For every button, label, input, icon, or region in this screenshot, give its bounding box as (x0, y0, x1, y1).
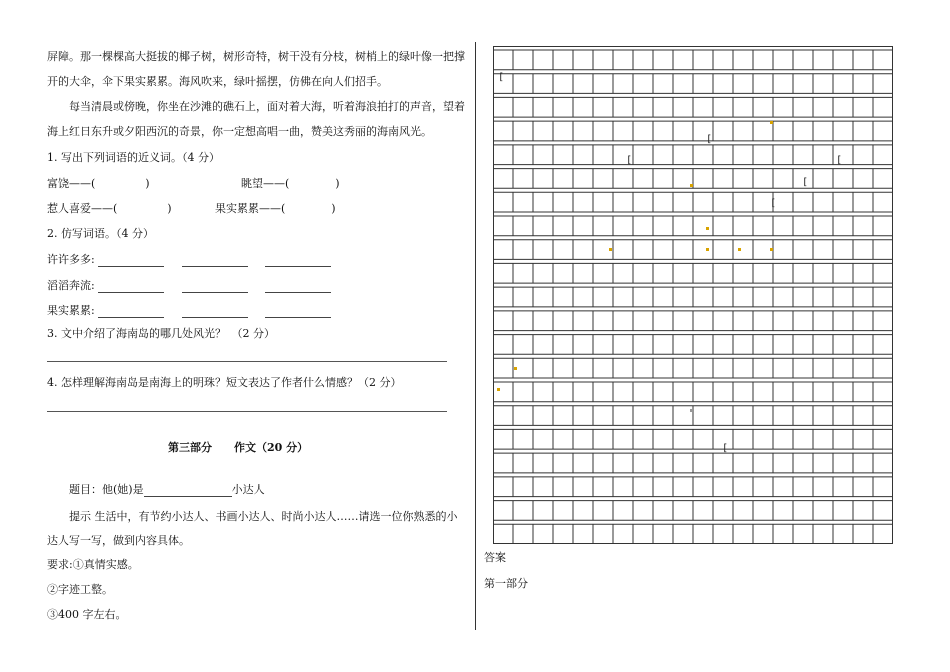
question-1: 1. 写出下列词语的近义词。（4 分） (47, 151, 220, 164)
dot-mark (690, 184, 693, 187)
imitation-row (47, 253, 331, 267)
passage-line: 海上红日东升或夕阳西沉的奇景，你一定想高唱一曲，赞美这秀丽的海南风光。 (47, 125, 432, 138)
answer-blank[interactable] (265, 282, 331, 293)
synonym-label: 眺望——( (241, 177, 290, 190)
synonym-item (47, 202, 172, 216)
question-4: 4. 怎样理解海南岛是南海上的明珠？短文表达了作者什么情感？（2 分） (47, 376, 402, 389)
hint-line: 达人写一写，做到内容具体。 (47, 534, 190, 547)
dot-mark (690, 409, 693, 412)
composition-topic (69, 483, 265, 497)
dot-mark (706, 227, 709, 230)
answer-title: 答案 (484, 551, 506, 564)
requirement: 要求:①真情实感。 (47, 558, 139, 571)
answer-blank[interactable] (182, 307, 248, 318)
bracket-mark: [ (802, 177, 809, 188)
synonym-close: ) (145, 177, 150, 190)
passage-line: 屏障。那一棵棵高大挺拔的椰子树，树形奇特，树干没有分枝，树梢上的绿叶像一把撑 (47, 50, 465, 63)
answer-line[interactable] (47, 411, 447, 412)
dot-mark (738, 248, 741, 251)
imitation-label: 滔滔奔流: (47, 279, 95, 292)
synonym-item (215, 202, 336, 216)
grid-frame (493, 46, 893, 544)
answer-blank[interactable] (265, 307, 331, 318)
question-3: 3. 文中介绍了海南岛的哪几处风光？ （2 分） (47, 327, 275, 340)
imitation-row (47, 304, 331, 318)
answer-blank[interactable] (182, 282, 248, 293)
question-2: 2. 仿写词语。（4 分） (47, 227, 154, 240)
passage-line: 开的大伞，伞下果实累累。海风吹来，绿叶摇摆，仿佛在向人们招手。 (47, 75, 388, 88)
answer-blank[interactable] (265, 256, 331, 267)
left-column (0, 0, 470, 672)
synonym-label: 果实累累——( (215, 202, 286, 215)
synonym-label: 富饶——( (47, 177, 96, 190)
dot-mark (497, 388, 500, 391)
synonym-label: 惹人喜爱——( (47, 202, 118, 215)
section-title: 第三部分 作文（20 分） (168, 441, 309, 454)
dot-mark (770, 121, 773, 124)
requirement: ③400 字左右。 (47, 608, 127, 621)
bracket-mark: [ (626, 155, 633, 166)
bracket-mark: [ (722, 443, 729, 454)
dot-mark (770, 248, 773, 251)
synonym-close: ) (167, 202, 172, 215)
dot-mark (706, 248, 709, 251)
bracket-mark: [ (706, 134, 713, 145)
page-divider (475, 42, 476, 630)
topic-prefix: 题目：他(她)是 (69, 483, 144, 496)
answer-blank[interactable] (98, 282, 164, 293)
answer-line[interactable] (47, 361, 447, 362)
answer-part-1: 第一部分 (484, 577, 528, 590)
passage-line: 每当清晨或傍晚，你坐在沙滩的礁石上，面对着大海，听着海浪拍打的声音，望着 (69, 100, 465, 113)
bracket-mark: [ (770, 198, 777, 209)
topic-suffix: 小达人 (231, 483, 265, 496)
topic-blank[interactable] (144, 486, 232, 497)
requirement: ②字迹工整。 (47, 583, 113, 596)
imitation-label: 许许多多: (47, 253, 95, 266)
answer-blank[interactable] (98, 256, 164, 267)
imitation-row (47, 279, 331, 293)
synonym-close: ) (331, 202, 336, 215)
imitation-label: 果实累累: (47, 304, 95, 317)
hint-line: 提示 生活中，有节约小达人、书画小达人、时尚小达人……请选一位你熟悉的小 (69, 510, 458, 523)
bracket-mark: [ (836, 155, 843, 166)
answer-blank[interactable] (182, 256, 248, 267)
dot-mark (609, 248, 612, 251)
answer-blank[interactable] (98, 307, 164, 318)
bracket-mark: [ (498, 72, 505, 83)
synonym-item (241, 177, 340, 191)
synonym-item (47, 177, 150, 191)
dot-mark (514, 367, 517, 370)
synonym-close: ) (335, 177, 340, 190)
